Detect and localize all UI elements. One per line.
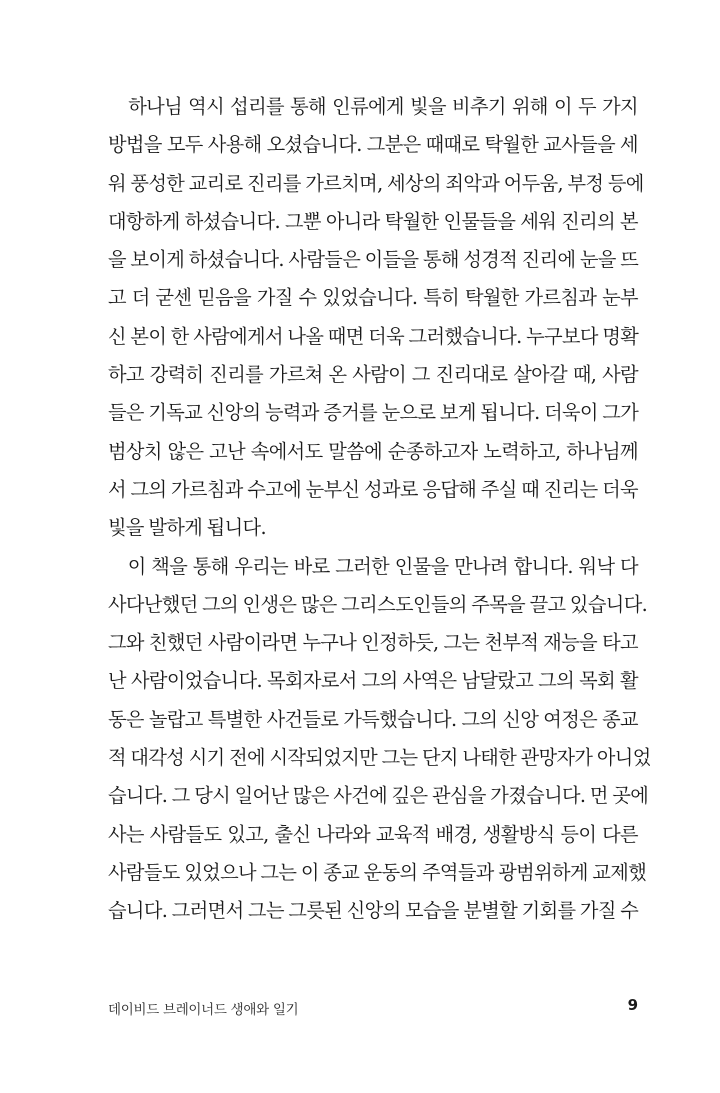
body-line: 빛을 발하게 됩니다. — [108, 516, 266, 540]
body-line: 고 더 굳센 믿음을 가질 수 있었습니다. 특히 탁월한 가르침과 눈부 — [108, 286, 638, 310]
body-line: 이 책을 통해 우리는 바로 그러한 인물을 만나려 합니다. 워낙 다 — [108, 554, 638, 578]
body-line: 동은 놀랍고 특별한 사건들로 가득했습니다. 그의 신앙 여정은 종교 — [108, 707, 638, 731]
body-line: 그와 친했던 사람이라면 누구나 인정하듯, 그는 천부적 재능을 타고 — [108, 631, 638, 655]
body-line: 사다난했던 그의 인생은 많은 그리스도인들의 주목을 끌고 있습니다. — [108, 592, 648, 616]
body-line: 신 본이 한 사람에게서 나올 때면 더욱 그러했습니다. 누구보다 명확 — [108, 324, 639, 348]
page-footer — [108, 998, 638, 1022]
body-line: 대항하게 하셨습니다. 그뿐 아니라 탁월한 인물들을 세워 진리의 본 — [108, 209, 638, 233]
body-line: 을 보이게 하셨습니다. 사람들은 이들을 통해 성경적 진리에 눈을 뜨 — [108, 248, 639, 272]
body-line: 들은 기독교 신앙의 능력과 증거를 눈으로 보게 됩니다. 더욱이 그가 — [108, 401, 639, 425]
body-line: 워 풍성한 교리로 진리를 가르치며, 세상의 죄악과 어두움, 부정 등에 — [108, 171, 644, 195]
page-number: 9 — [627, 996, 638, 1014]
body-line: 습니다. 그 당시 일어난 많은 사건에 깊은 관심을 가졌습니다. 먼 곳에 — [108, 784, 649, 808]
body-line: 사람들도 있었으나 그는 이 종교 운동의 주역들과 광범위하게 교제했 — [108, 860, 647, 884]
body-line: 적 대각성 시기 전에 시작되었지만 그는 단지 나태한 관망자가 아니었 — [108, 746, 651, 770]
body-line: 난 사람이었습니다. 목회자로서 그의 사역은 남달랐고 그의 목회 활 — [108, 669, 638, 693]
page-body — [108, 88, 651, 931]
body-line: 습니다. 그러면서 그는 그릇된 신앙의 모습을 분별할 기회를 가질 수 — [108, 899, 639, 923]
body-line: 방법을 모두 사용해 오셨습니다. 그분은 때때로 탁월한 교사들을 세 — [108, 133, 638, 157]
body-line: 사는 사람들도 있고, 출신 나라와 교육적 배경, 생활방식 등이 다른 — [108, 822, 638, 846]
body-line: 서 그의 가르침과 수고에 눈부신 성과로 응답해 주실 때 진리는 더욱 — [108, 477, 638, 501]
body-line: 범상치 않은 고난 속에서도 말씀에 순종하고자 노력하고, 하나님께 — [108, 439, 638, 463]
body-line: 하고 강력히 진리를 가르쳐 온 사람이 그 진리대로 살아갈 때, 사람 — [108, 363, 638, 387]
running-head: 데이비드 브레이너드 생애와 일기 — [108, 1002, 299, 1018]
body-line: 하나님 역시 섭리를 통해 인류에게 빛을 비추기 위해 이 두 가지 — [108, 95, 638, 118]
